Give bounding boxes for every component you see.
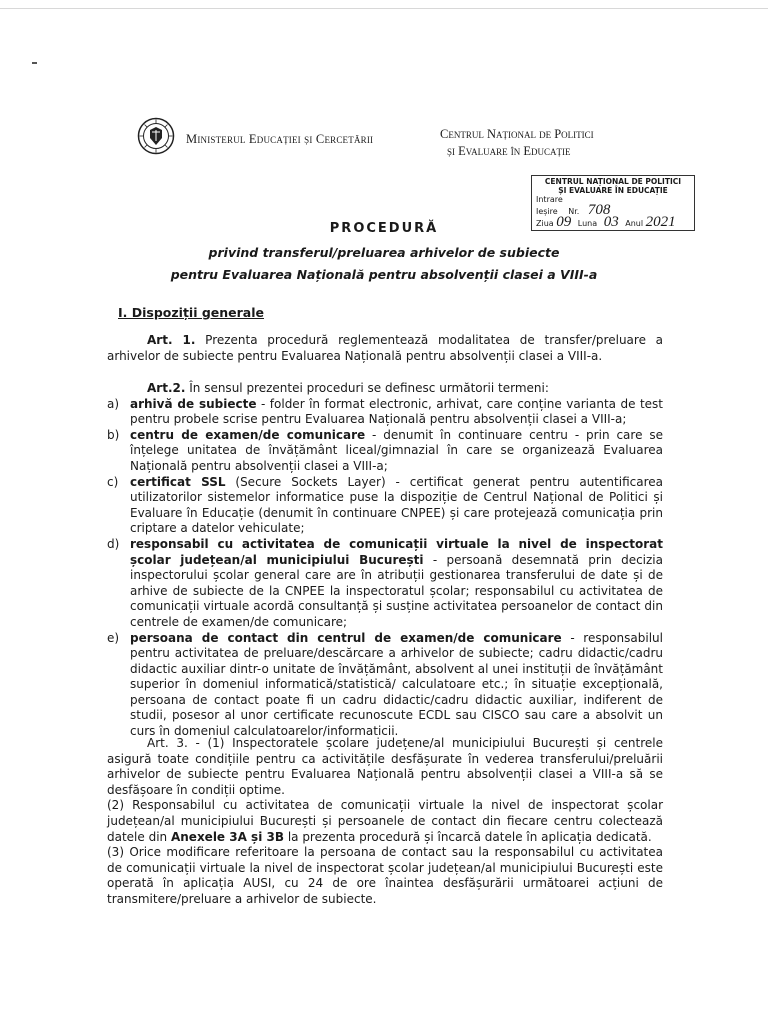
article-3-paragraph-1	[107, 736, 663, 798]
document-title: PROCEDURĂ	[329, 221, 439, 236]
item-term: arhivă de subiecte	[130, 396, 257, 411]
stamp-ziua-label: Ziua	[536, 219, 554, 228]
item-term: centru de examen/de comunicare	[130, 427, 366, 442]
stamp-intrare-label: Intrare	[536, 195, 563, 204]
item-letter: b)	[107, 427, 120, 442]
stamp-line1: CENTRUL NAȚIONAL DE POLITICI	[544, 177, 682, 186]
article-2-intro	[107, 381, 663, 397]
article-2	[107, 381, 663, 740]
stamp-anul-value: 2021	[645, 214, 676, 230]
stamp-nr-value: 708	[587, 202, 611, 218]
item-text: - persoană desemnată prin decizia inspectorului școlar general care are în atribuții gestionarea transferului de date și de arhive de subiecte de la CNPEE la inspectoratul școlar; responsabilul cu activitatea de comunicații virtuale acordă consultanță și susține activitatea persoanelor de contact din centrele de examen/de comunicare;	[130, 552, 663, 629]
item-letter: a)	[107, 396, 120, 411]
item-term: certificat SSL	[130, 474, 226, 489]
scan-mark	[32, 62, 37, 64]
article-1	[107, 333, 663, 364]
item-text: (Secure Sockets Layer) - certificat generat pentru autentificarea utilizatorilor sistemelor informatice puse la dispoziție de Centrul Național de Politici și Evaluare în Educație (denumit în continuare CNPEE) și care protejează comunicația prin criptare a datelor vehiculate;	[130, 474, 663, 536]
item-letter: e)	[107, 630, 120, 645]
article-1-label: Art. 1.	[147, 333, 196, 347]
definitions-list	[107, 397, 663, 740]
stamp-row-intrare	[536, 195, 690, 205]
item-text: - folder în format electronic, arhivat, care conține varianta de test pentru probele scrise pentru Evaluarea Națională pentru absolvenții clasei a VIII-a;	[130, 396, 663, 427]
page-top-edge	[0, 8, 768, 9]
article-2-intro-text: În sensul prezentei proceduri se definesc următorii termeni:	[185, 381, 549, 395]
stamp-line2: ȘI EVALUARE ÎN EDUCAȚIE	[558, 186, 668, 195]
stamp-ziua-value: 09	[556, 214, 572, 230]
section-heading: I. Dispoziții generale	[118, 305, 265, 320]
list-item	[107, 631, 663, 740]
list-item	[107, 537, 663, 631]
item-text: - responsabilul pentru activitatea de preluare/descărcare a arhivelor de subiecte; cadru didactic/cadru didactic auxiliar dintr-o unitate de învățământ, absolvent al unei instituții de învățământ superior în domeniul informatică/statistică/ calculatoare etc.; în situație excepțională, persoana de contact poate fi un cadru didactic/cadru didactic auxiliar, indiferent de studii, posesor al unor certificate recunoscute ECDL sau CISCO sau care a absolvit un curs în domeniul calculatoarelor/informaticii.	[130, 630, 663, 739]
list-item	[107, 397, 663, 428]
item-term: persoana de contact din centrul de examen/de comunicare	[130, 630, 562, 645]
article-3-p2-text-b: la prezenta procedură și încarcă datele în aplicația dedicată.	[284, 829, 652, 844]
centre-name-line2: și Evaluare în Educație	[447, 144, 571, 158]
article-1-text: Prezenta procedură reglementează modalitatea de transfer/preluare a arhivelor de subiecte pentru Evaluarea Națională pentru absolvenții clasei a VIII-a.	[107, 333, 663, 363]
article-3-p1-text: - (1) Inspectoratele școlare județene/al municipiului București și centrele asigură toate condițiile pentru ca activitățile desfășurate în vederea transferului/preluării arhivelor de subiecte pentru Evaluarea Națională pentru absolvenții clasei a VIII-a să se desfășoare în condiții optime.	[107, 736, 663, 797]
stamp-luna-value: 03	[603, 214, 619, 230]
coat-of-arms-seal-icon	[137, 117, 175, 155]
item-term: responsabil cu activitatea de comunicații virtuale la nivel de inspectorat școlar județean/al municipiului București	[130, 536, 663, 567]
article-3-label: Art. 3.	[147, 736, 188, 750]
list-item	[107, 428, 663, 475]
stamp-anul-label: Anul	[625, 219, 644, 228]
centre-name-line1: Centrul Național de Politici	[440, 127, 594, 141]
article-3-paragraph-3: (3) Orice modificare referitoare la persoana de contact sau la responsabilul cu activitatea de comunicații virtuale la nivel de inspectorat școlar județean/al municipiului București este operată în aplicația AUSI, cu 24 de ore înaintea desfășurării următoarei acțiuni de transmitere/preluare a arhivelor de subiecte.	[107, 845, 663, 906]
ministry-name: Ministerul Educației și Cercetării	[186, 132, 374, 146]
item-letter: c)	[107, 474, 119, 489]
stamp-luna-label: Luna	[577, 219, 598, 228]
stamp-iesire-label: Ieșire	[536, 207, 558, 216]
article-3-p2-text-a: (2) Responsabilul cu activitatea de comunicații virtuale la nivel de inspectorat școlar județean/al municipiului București și persoanele de contact din fiecare centru colectează datele din	[107, 798, 663, 844]
article-3	[107, 736, 663, 908]
article-2-label: Art.2.	[147, 381, 186, 395]
stamp-nr-label: Nr.	[568, 207, 580, 216]
article-3-p2-annex: Anexele 3A și 3B	[170, 829, 284, 844]
item-text: - denumit în continuare centru - prin care se înțelege unitatea de învățământ liceal/gimnazial în care se organizează Evaluarea Națională pentru absolvenții clasei a VIII-a;	[130, 427, 664, 473]
document-subtitle-line2: pentru Evaluarea Națională pentru absolvenții clasei a VIII-a	[170, 267, 598, 282]
list-item	[107, 475, 663, 537]
centre-name	[440, 126, 594, 160]
article-3-paragraph-2	[107, 798, 663, 845]
item-letter: d)	[107, 536, 120, 551]
document-subtitle-line1: privind transferul/preluarea arhivelor de subiecte	[208, 245, 560, 260]
